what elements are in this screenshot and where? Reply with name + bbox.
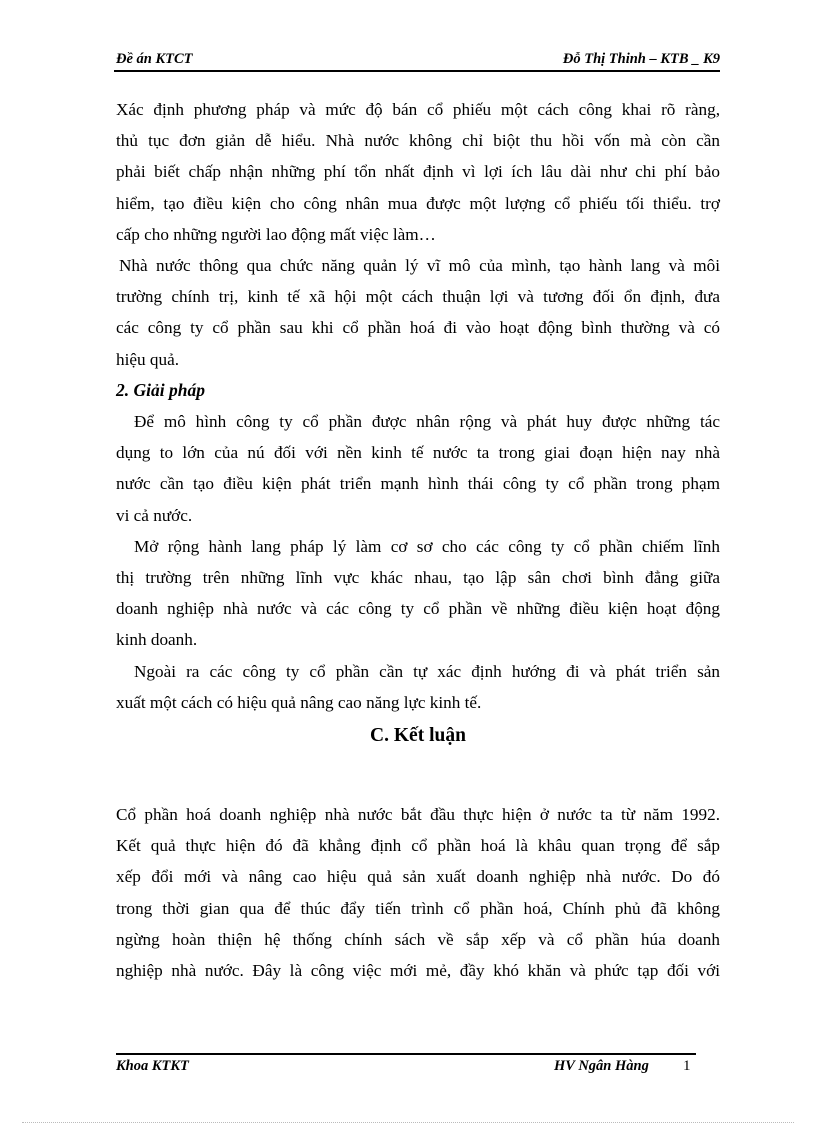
text-line: phải biết chấp nhận những phí tổn nhất định vì lợi ích lâu dài như chi phí bảo	[116, 162, 720, 182]
paragraph-4	[116, 531, 720, 656]
text-line: dụng to lớn của nú đối với nền kinh tế nước ta trong giai đoạn hiện nay nhà	[116, 443, 720, 463]
text-line: trong thời gian qua để thúc đẩy tiến trình cổ phần hoá, Chính phủ đã không	[116, 898, 720, 918]
text-line: thị trường trên những lĩnh vực khác nhau, tạo lập sân chơi bình đẳng giữa	[116, 568, 720, 588]
text-line: nước cần tạo điều kiện phát triển mạnh hình thái công ty cổ phần trong phạm	[116, 474, 720, 494]
paragraph-1	[116, 94, 720, 250]
page-number: 1	[683, 1058, 691, 1074]
text-line: xuất một cách có hiệu quả nâng cao năng lực kinh tế.	[116, 692, 482, 712]
text-line: Xác định phương pháp và mức độ bán cổ phiếu một cách công khai rõ ràng,	[116, 100, 720, 119]
paragraph-6	[116, 799, 720, 986]
header-left-title: Đề án KTCT	[116, 51, 193, 67]
header-right-author: Đỗ Thị Thinh – KTB _ K9	[562, 51, 720, 67]
section-heading-solution: 2. Giải pháp	[116, 379, 205, 400]
text-line: hiểm, tạo điều kiện cho công nhân mua được một lượng cổ phiếu tối thiểu. trợ	[116, 193, 720, 213]
text-line: vi cả nước.	[116, 505, 193, 525]
text-line: thủ tục đơn giản dễ hiểu. Nhà nước không chỉ biột thu hồi vốn mà còn cần	[116, 131, 720, 151]
paragraph-5	[116, 656, 720, 718]
text-line: nghiệp nhà nước. Đây là công việc mới mẻ, đầy khó khăn và phức tạp đối với	[116, 961, 720, 981]
text-line: Mở rộng hành lang pháp lý làm cơ sơ cho các công ty cổ phần chiếm lĩnh	[134, 536, 720, 556]
footer-divider	[116, 1053, 696, 1055]
page-header	[114, 48, 720, 72]
document-body	[116, 94, 720, 986]
footer-right-institution: HV Ngân Hàng	[554, 1058, 649, 1074]
text-line: cấp cho những người lao động mất việc làm…	[116, 224, 436, 244]
text-line: doanh nghiệp nhà nước và các công ty cổ phần về những điều kiện hoạt động	[116, 599, 720, 619]
text-line: các công ty cổ phần sau khi cổ phần hoá đi vào hoạt động bình thường và có	[116, 318, 720, 338]
text-line: trường chính trị, kinh tế xã hội một cách thuận lợi và tương đối ổn định, đưa	[116, 287, 720, 307]
text-line: Kết quả thực hiện đó đã khẳng định cổ phần hoá là khâu quan trọng để sắp	[116, 836, 720, 856]
paragraph-3	[116, 406, 720, 531]
text-line: Để mô hình công ty cổ phần được nhân rộng và phát huy được những tác	[134, 412, 720, 432]
section-heading-conclusion: C. Kết luận	[370, 725, 466, 747]
paragraph-2	[116, 250, 720, 375]
text-line: xếp đổi mới và nâng cao hiệu quả sản xuất doanh nghiệp nhà nước. Do đó	[116, 867, 720, 887]
text-line: ngừng hoàn thiện hệ thống chính sách về sắp xếp và cổ phần húa doanh	[116, 929, 720, 949]
text-line: Ngoài ra các công ty cổ phần cần tự xác định hướng đi và phát triển sản	[134, 661, 720, 681]
text-line: kinh doanh.	[116, 630, 198, 650]
text-line: Cổ phần hoá doanh nghiệp nhà nước bắt đầu thực hiện ở nước ta từ năm 1992.	[116, 805, 720, 825]
footer-left-faculty: Khoa KTKT	[116, 1058, 189, 1074]
text-line: hiệu quả.	[116, 349, 180, 369]
text-line: Nhà nước thông qua chức năng quản lý vĩ mô của mình, tạo hành lang và môi	[119, 256, 720, 276]
